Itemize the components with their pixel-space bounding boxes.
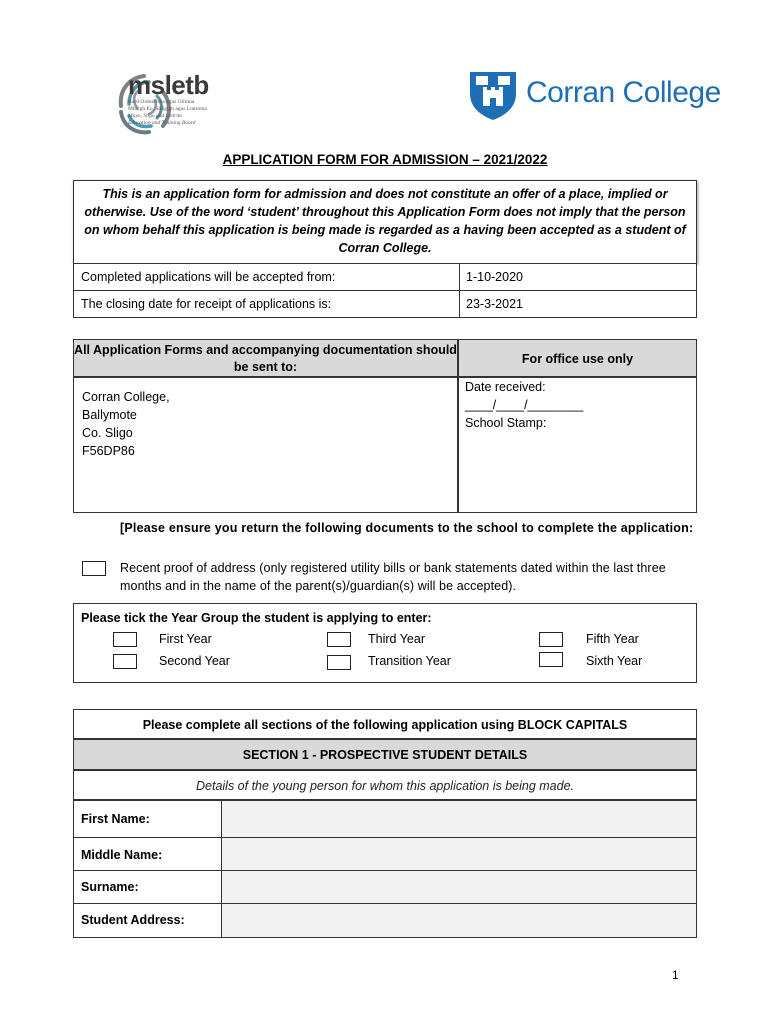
transition-year-label: Transition Year xyxy=(368,654,451,668)
transition-year-checkbox[interactable] xyxy=(327,655,351,670)
section-1-description: Details of the young person for whom this application is being made. xyxy=(73,770,697,800)
date-row-close xyxy=(73,290,697,318)
first-year-label: First Year xyxy=(159,632,212,646)
date-received-blank: ____/____/________ xyxy=(465,398,584,412)
first-name-row xyxy=(73,800,697,838)
middle-name-input[interactable] xyxy=(221,838,696,870)
msletb-logo-text: msletb xyxy=(128,70,209,100)
surname-input[interactable] xyxy=(221,871,696,903)
documents-instruction: [Please ensure you return the following documents to the school to complete the application: xyxy=(120,521,694,535)
surname-row xyxy=(73,870,697,904)
office-use-box xyxy=(458,377,697,513)
third-year-checkbox[interactable] xyxy=(327,632,351,647)
sixth-year-checkbox[interactable] xyxy=(539,652,563,667)
date-open-value: 1-10-2020 xyxy=(466,270,523,284)
disclaimer-notice: This is an application form for admission and does not constitute an offer of a place, implied or otherwise. Use of the word ‘student’ throughout this Application Form does not imply that the person on whom behalf this application is being made is regarded as a having been accepted as a student of Corran College. xyxy=(73,180,697,264)
proof-of-address-checkbox[interactable] xyxy=(82,561,106,576)
date-open-label: Completed applications will be accepted from: xyxy=(81,270,336,284)
first-year-checkbox[interactable] xyxy=(113,632,137,647)
date-row-open xyxy=(73,263,697,291)
block-capitals-instruction: Please complete all sections of the following application using BLOCK CAPITALS xyxy=(73,709,697,739)
student-address-row xyxy=(73,903,697,938)
send-to-address: Corran College, Ballymote Co. Sligo F56DP86 xyxy=(73,377,458,513)
middle-name-label: Middle Name: xyxy=(81,848,163,862)
msletb-logo-subtitle: Bord Oideachais agus Oiliúna Mhaigh Eo, Shligigh agus Liatroma Mayo, Sligo and Leitrim Education and Training Board xyxy=(128,99,207,126)
corran-college-logo-text: Corran College xyxy=(526,76,721,109)
student-address-label: Student Address: xyxy=(81,913,185,927)
year-group-title: Please tick the Year Group the student is applying to enter: xyxy=(81,611,432,625)
date-received-label: Date received: xyxy=(465,380,546,394)
second-year-checkbox[interactable] xyxy=(113,654,137,669)
surname-label: Surname: xyxy=(81,880,139,894)
office-use-heading: For office use only xyxy=(458,339,697,377)
page-title: APPLICATION FORM FOR ADMISSION – 2021/2022 xyxy=(222,152,548,167)
third-year-label: Third Year xyxy=(368,632,425,646)
send-to-heading: All Application Forms and accompanying documentation should be sent to: xyxy=(73,339,458,377)
fifth-year-checkbox[interactable] xyxy=(539,632,563,647)
corran-crest-icon xyxy=(466,68,520,122)
student-address-input[interactable] xyxy=(221,904,696,937)
date-close-label: The closing date for receipt of applications is: xyxy=(81,297,332,311)
first-name-input[interactable] xyxy=(221,801,696,837)
middle-name-row xyxy=(73,837,697,871)
proof-of-address-text: Recent proof of address (only registered utility bills or bank statements dated within the last three months and in the name of the parent(s)/guardian(s) will be accepted). xyxy=(120,561,666,593)
section-1-title: SECTION 1 - PROSPECTIVE STUDENT DETAILS xyxy=(73,739,697,770)
fifth-year-label: Fifth Year xyxy=(586,632,639,646)
sixth-year-label: Sixth Year xyxy=(586,654,643,668)
school-stamp-label: School Stamp: xyxy=(465,416,547,430)
page-number: 1 xyxy=(672,968,679,982)
second-year-label: Second Year xyxy=(159,654,230,668)
first-name-label: First Name: xyxy=(81,812,150,826)
date-close-value: 23-3-2021 xyxy=(466,297,523,311)
